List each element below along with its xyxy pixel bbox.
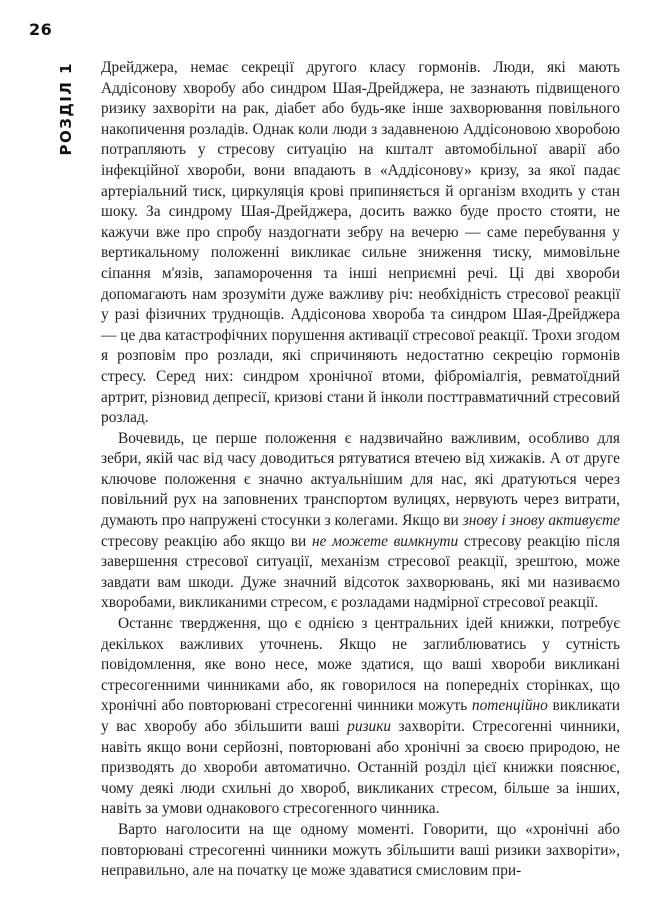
paragraph <box>101 820 620 882</box>
text-segment: викликати у вас хворобу або збільшити ваші <box>101 697 621 735</box>
text-segment: Останнє твердження, що є однією з центральних ідей книжки, потребує декількох важливих уточнень. Якщо не заглиблюватись у сутність повідомлення, яке воно несе, може здатися, що ваші хвороби викликані стресогенними чинниками або, як говорилося на попередніх сторінках, що хронічні або повторювані стресогенні чинники можуть <box>101 615 620 715</box>
paragraph <box>101 58 620 429</box>
text-segment: Вочевидь, це перше положення є надзвичайно важливим, особливо для зебри, якій час від часу доводиться рятуватися втечею від хижаків. А от друге ключове положення є значно актуальнішим для нас, які дратуються через повільний рух на заповнених транспортом вулицях, нервують через витрати, думають про напружені стосунки з колегами. Якщо ви <box>101 429 620 530</box>
text-segment: стресову реакцію після завершення стресової ситуації, механізм стресової реакції, зрештою, може завдати вам шкоди. Дуже значний відсоток захворювань, які ми називаємо хворобами, викликаними стресом, є розладами надмірної стресової реакції. <box>101 532 621 612</box>
page-number: 26 <box>29 20 53 39</box>
italic-text: не можете вимкнути <box>311 532 459 550</box>
italic-text: ризики <box>347 718 392 735</box>
running-head: РОЗДІЛ 1 <box>57 62 75 156</box>
text-segment: захворіти. Стресогенні чинники, навіть якщо вони серйозні, повторювані або хронічні за своєю природою, не призводять до хвороби автоматично. Останній розділ цієї книжки пояснює, чому деякі люди схильні до хвороб, викликаних стресом, більше за інших, навіть за умови однакового стресогенного чинника. <box>101 718 620 818</box>
italic-text: знову і знову активуєте <box>462 512 620 530</box>
italic-text: потенційно <box>471 697 548 715</box>
text-segment: Дрейджера, немає секреції другого класу гормонів. Люди, які мають Аддісонову хворобу або синдром Шая-Дрейджера, не зазнають підвищеного ризику захворіти на рак, діабет або будь-яке інше захворювання повільного накопичення розладів. Однак коли люди з задавненою Аддісоновою хворобою потрапляють у стресову ситуацію на кшталт автомобільної аварії або інфекційної хвороби, вони впадають в «Аддісонову» кризу, за якої падає артеріальний тиск, циркуляція крові припиняється й організм входить у стан шоку. За синдрому Шая-Дрейджера, досить важко буде просто стояти, не кажучи вже про спробу наздогнати зебру на вечерю — саме перебування у вертикальному положенні викликає сильне зниження тиску, мимовільне сіпання м'язів, запаморочення та інші неприємні речі. Ці дві хвороби допомагають нам зрозуміти дуже важливу річ: необхідність стресової реакції у разі фізичних труднощів. Аддісонова хвороба та синдром Шая-Дрейджера — це два катастрофічних порушення активації стресової реакції. Трохи згодом я розповім про розлади, які спричиняють недостатню секрецію гормонів стресу. Серед них: синдром хронічної втоми, фіброміалгія, ревматоїдний артрит, різновид депресії, кризові стани й інколи посттравматичний стресовий розлад. <box>101 59 620 427</box>
text-segment: стресову реакцію або якщо ви <box>101 532 312 550</box>
text-segment: Варто наголосити на ще одному моменті. Говорити, що «хронічні або повторювані стресогенні чинники можуть збільшити ваші ризики захворіти», неправильно, але на початку це може здаватися смисловим при- <box>101 820 620 880</box>
paragraph <box>101 614 620 820</box>
body-text <box>101 58 620 882</box>
paragraph <box>101 429 620 614</box>
